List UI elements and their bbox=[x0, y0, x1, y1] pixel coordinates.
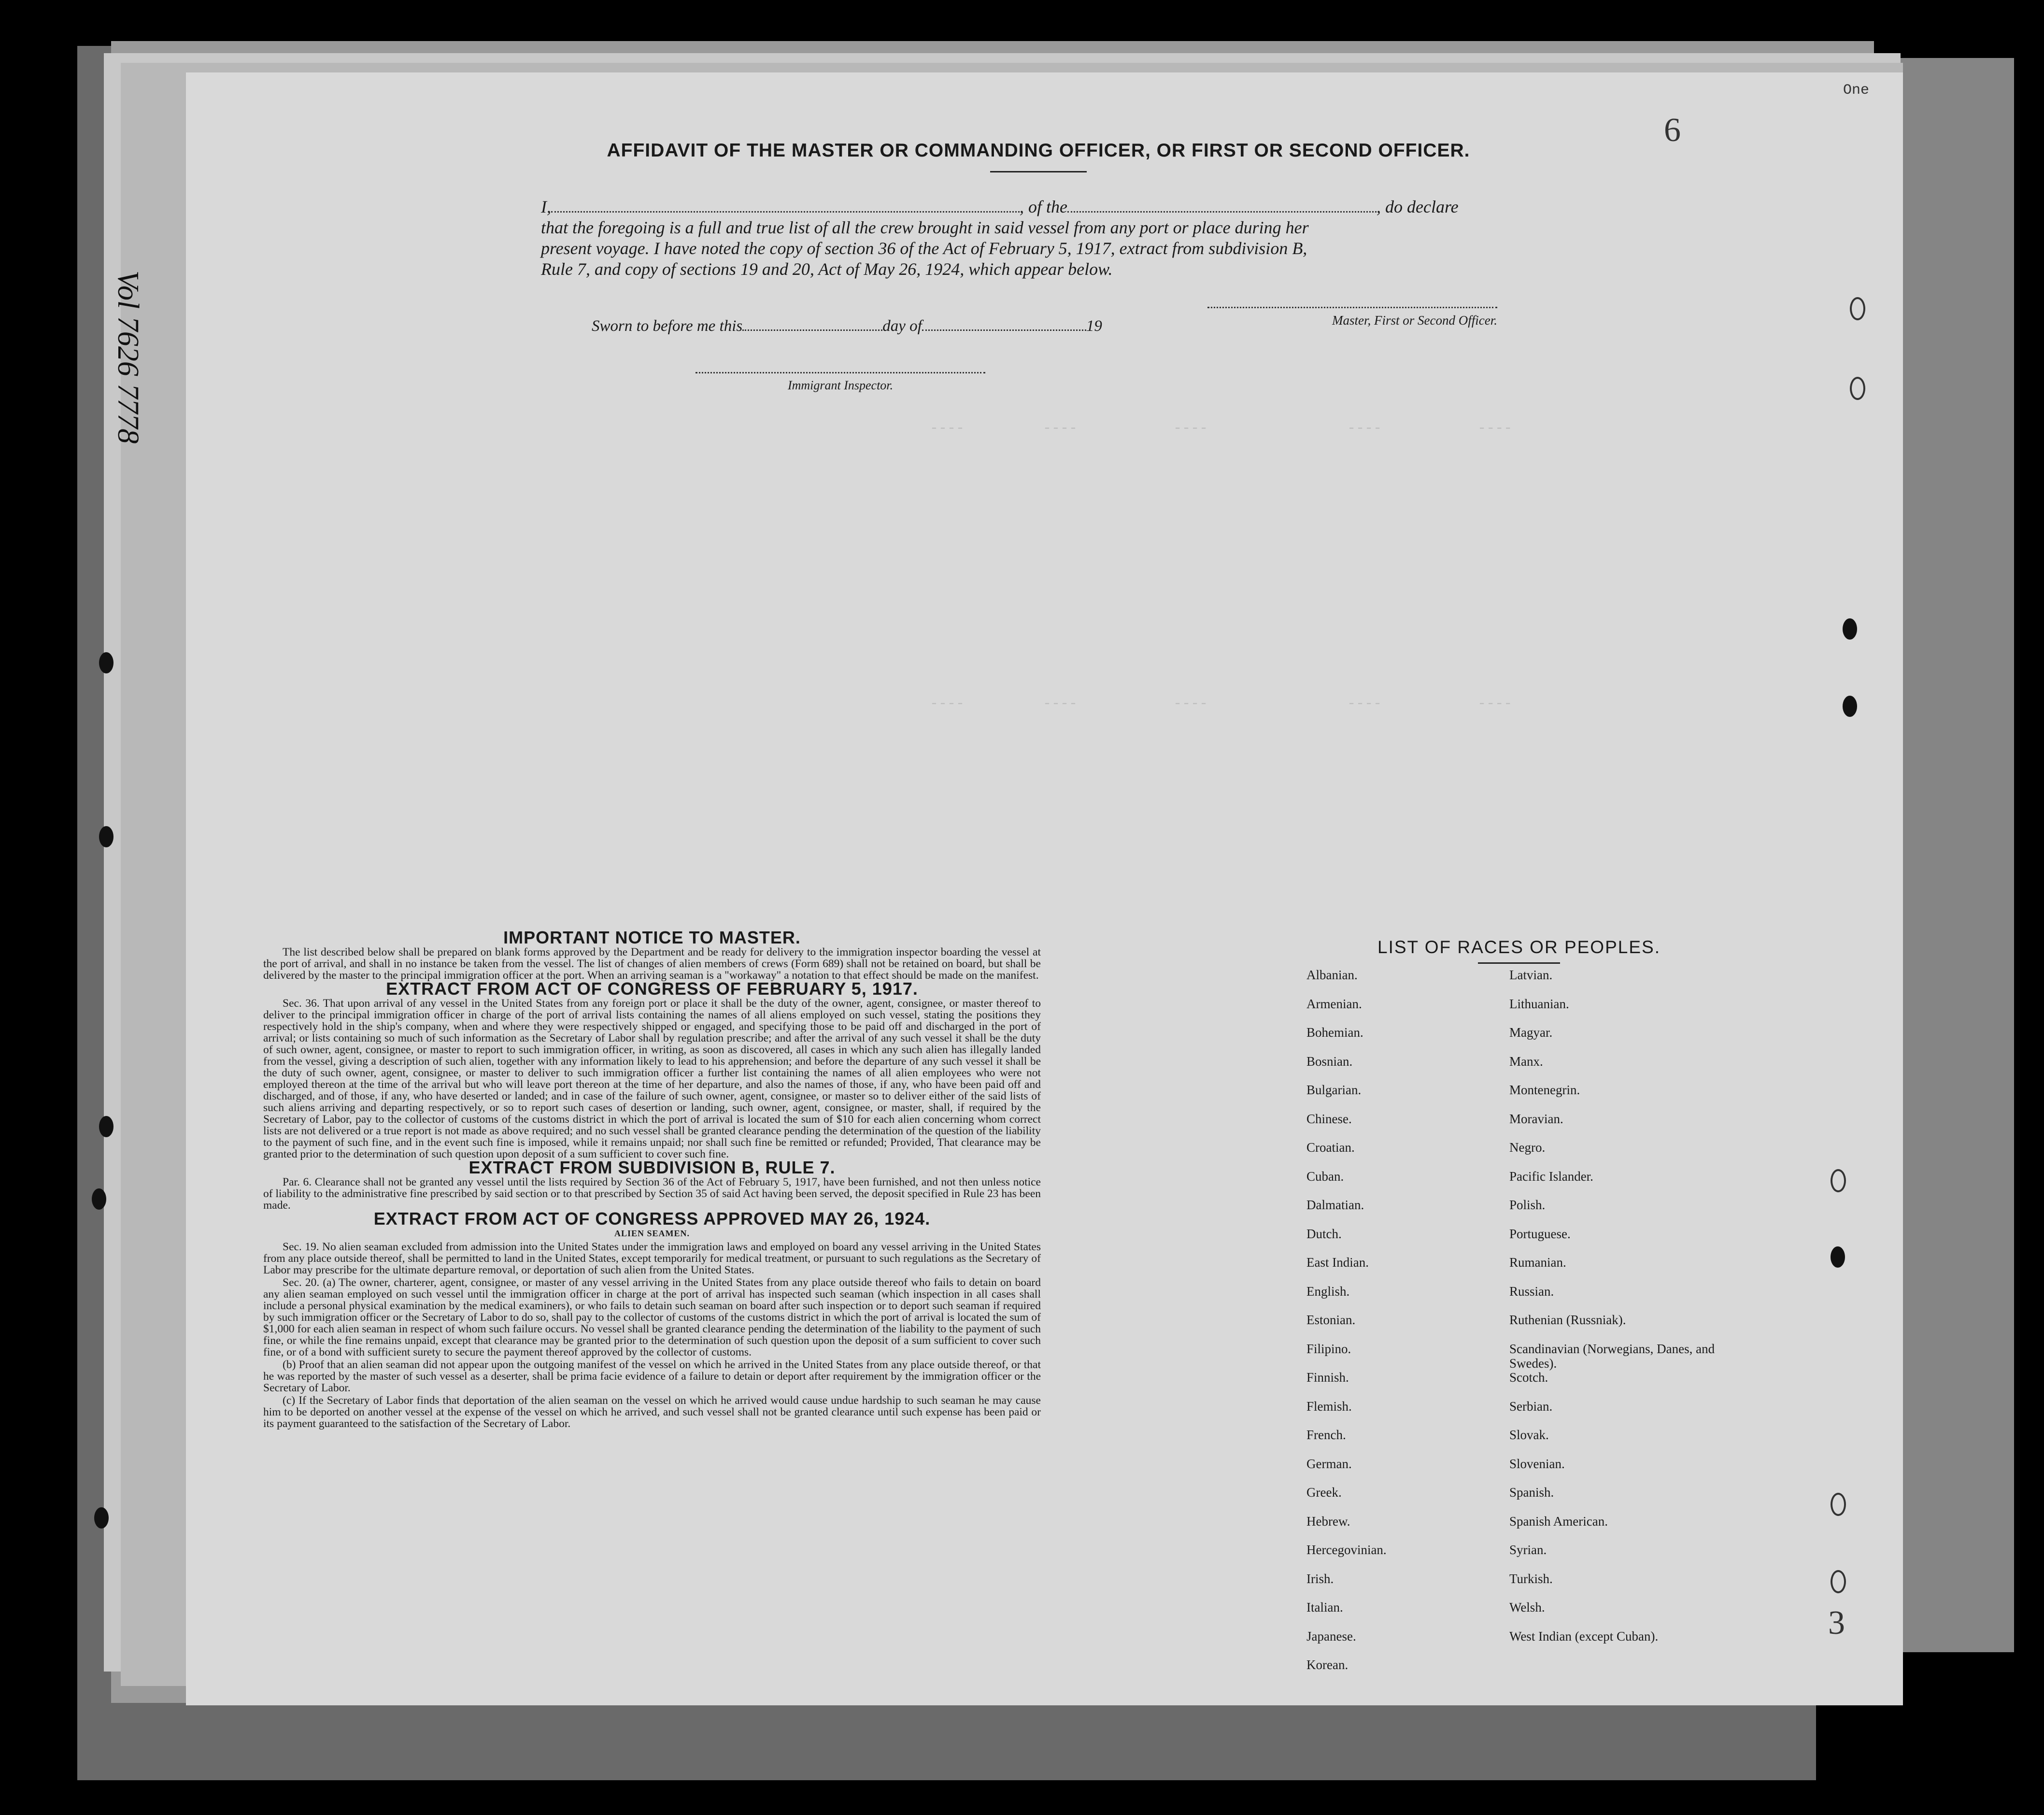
punch-hole bbox=[1843, 696, 1857, 717]
section-20c-text: (c) If the Secretary of Labor finds that deportation of the alien seaman on the vessel on which he arrived would cause undue hardship to such seaman he may cause him to be deported on another vessel at the expense of the vessel on which he arrived, and such vessel shall not be granted clearance until such expense has been paid or its payment guaranteed to the satisfaction of the Secretary of Labor. bbox=[263, 1394, 1041, 1430]
page-corner-number: One bbox=[1843, 82, 1869, 99]
rule7-text: Par. 6. Clearance shall not be granted any vessel until the lists required by Section 36 of the Act of February 5, 1917, have been furnished, and not then unless notice of liability to the administrative fine prescribed by said section or to that prescribed by Section 35 of said Act having been served, the deposit specified in Rule 23 has been made. bbox=[263, 1176, 1041, 1212]
race-item: Dalmatian. bbox=[1306, 1198, 1364, 1212]
blank-month bbox=[922, 316, 1086, 331]
race-item: French. bbox=[1306, 1428, 1346, 1442]
race-item: Cuban. bbox=[1306, 1169, 1344, 1184]
punch-hole bbox=[1831, 1493, 1846, 1516]
race-item: Irish. bbox=[1306, 1571, 1334, 1586]
signature-rule bbox=[1207, 307, 1497, 308]
section-19-text: Sec. 19. No alien seaman excluded from admission into the United States under the immigration laws and employed on board any vessel arriving in the United States from any place outside thereof, shall be permitted to land in the United States, except temporarily for medical treatment, or pursuant to such regulations as the Secretary of Labor may prescribe for the ultimate departure removal, or deportation of such alien from the United States. bbox=[263, 1241, 1041, 1276]
race-item: Slovenian. bbox=[1509, 1456, 1565, 1471]
race-item: Magyar. bbox=[1509, 1025, 1553, 1040]
notice-heading: IMPORTANT NOTICE TO MASTER. bbox=[503, 928, 801, 947]
punch-hole bbox=[1843, 618, 1857, 640]
punch-hole bbox=[1831, 1570, 1846, 1593]
alien-seamen-subheading: ALIEN SEAMEN. bbox=[614, 1229, 690, 1238]
affidavit-line-1 bbox=[541, 197, 1536, 217]
race-item: Dutch. bbox=[1306, 1226, 1342, 1241]
bleed-through: ---- ---- ---- ---- ---- bbox=[930, 696, 1513, 712]
handwritten-number-bottom: 3 bbox=[1828, 1604, 1845, 1642]
race-item: Hebrew. bbox=[1306, 1514, 1350, 1529]
race-item: Greek. bbox=[1306, 1485, 1342, 1500]
affidavit-i: I, bbox=[541, 197, 551, 216]
race-item: Portuguese. bbox=[1509, 1226, 1571, 1241]
race-item: Croatian. bbox=[1306, 1140, 1355, 1155]
race-item: Albanian. bbox=[1306, 968, 1358, 982]
race-item: Slovak. bbox=[1509, 1428, 1549, 1442]
race-item: Syrian. bbox=[1509, 1543, 1547, 1557]
race-item: Russian. bbox=[1509, 1284, 1554, 1299]
affidavit-section bbox=[541, 140, 1536, 392]
race-item: Polish. bbox=[1509, 1198, 1546, 1212]
race-item: Rumanian. bbox=[1509, 1255, 1566, 1270]
extract-heading-1924: EXTRACT FROM ACT OF CONGRESS APPROVED MAY 26, 1924. bbox=[373, 1209, 931, 1229]
punch-hole bbox=[99, 826, 114, 847]
race-item: Flemish. bbox=[1306, 1399, 1352, 1414]
extract-heading-rule7: EXTRACT FROM SUBDIVISION B, RULE 7. bbox=[468, 1158, 836, 1177]
races-column-right bbox=[1509, 968, 1736, 1658]
divider bbox=[1478, 962, 1560, 964]
race-item: German. bbox=[1306, 1456, 1352, 1471]
handwritten-number-top: 6 bbox=[1664, 112, 1681, 149]
inspector-rule bbox=[696, 372, 985, 373]
affidavit-of-the: , of the bbox=[1020, 197, 1067, 216]
race-item: Bohemian. bbox=[1306, 1025, 1363, 1040]
blank-name bbox=[551, 198, 1020, 213]
race-item: Estonian. bbox=[1306, 1313, 1356, 1327]
notice-section bbox=[263, 930, 1041, 1430]
divider bbox=[990, 171, 1087, 172]
bleed-through: ---- ---- ---- ---- ---- bbox=[930, 420, 1513, 437]
race-item: Hercegovinian. bbox=[1306, 1543, 1387, 1557]
extract-heading-1917: EXTRACT FROM ACT OF CONGRESS OF FEBRUARY 5, 1917. bbox=[386, 979, 918, 999]
race-item: Scandinavian (Norwegians, Danes, and Swedes). bbox=[1509, 1341, 1715, 1371]
race-item: Montenegrin. bbox=[1509, 1083, 1580, 1097]
section-20b-text: (b) Proof that an alien seaman did not appear upon the outgoing manifest of the vessel on which he arrived in the United States from any place outside thereof, or that he was reported by the master of such vessel as a deserter, shall be prima facie evidence of a failure to detain or deport after requirement by the immigration officer or the Secretary of Labor. bbox=[263, 1358, 1041, 1394]
punch-hole bbox=[1850, 297, 1865, 320]
race-item: Lithuanian. bbox=[1509, 996, 1569, 1011]
blank-vessel bbox=[1067, 198, 1377, 213]
races-list bbox=[1302, 937, 1736, 1716]
race-item: West Indian (except Cuban). bbox=[1509, 1629, 1659, 1644]
punch-hole bbox=[1850, 377, 1865, 400]
notice-paragraph: The list described below shall be prepared on blank forms approved by the Department and be ready for delivery to the immigration inspector boarding the vessel at the port of arrival, and shall in no instance be taken from the vessel. The list of changes of alien members of crews (Form 689) shall not be retained on board, but shall be delivered by the master to the principal immigration officer at the port. When an arriving seaman is a "workaway" a notation to that effect should be made on the manifest. bbox=[263, 946, 1041, 982]
race-item: Finnish. bbox=[1306, 1370, 1349, 1385]
affidavit-line-4: Rule 7, and copy of sections 19 and 20, Act of May 26, 1924, which appear below. bbox=[541, 259, 1113, 279]
punch-hole bbox=[99, 1116, 114, 1137]
punch-hole bbox=[1831, 1169, 1846, 1192]
sworn-year: 19 bbox=[1086, 317, 1102, 335]
punch-hole bbox=[1831, 1246, 1845, 1268]
punch-hole bbox=[94, 1507, 109, 1529]
race-item: Latvian. bbox=[1509, 968, 1553, 982]
blank-day bbox=[742, 316, 882, 331]
race-item: East Indian. bbox=[1306, 1255, 1369, 1270]
race-item: Ruthenian (Russniak). bbox=[1509, 1313, 1626, 1327]
race-item: Manx. bbox=[1509, 1054, 1543, 1069]
race-item: Spanish American. bbox=[1509, 1514, 1608, 1529]
race-item: Bosnian. bbox=[1306, 1054, 1353, 1069]
race-item: Turkish. bbox=[1509, 1571, 1553, 1586]
race-item: English. bbox=[1306, 1284, 1350, 1299]
race-item: Pacific Islander. bbox=[1509, 1169, 1593, 1184]
punch-hole bbox=[99, 652, 114, 673]
affidavit-declare: , do declare bbox=[1376, 197, 1459, 216]
race-item: Welsh. bbox=[1509, 1600, 1545, 1615]
race-item: Bulgarian. bbox=[1306, 1083, 1362, 1097]
race-item: Filipino. bbox=[1306, 1341, 1351, 1356]
section-20a-text: Sec. 20. (a) The owner, charterer, agent, consignee, or master of any vessel arriving in the United States from any place outside thereof who fails to detain on board any alien seaman employed on such vessel until the immigration officer in charge at the port of arrival has inspected such seaman (which inspection in all cases shall include a personal physical examination by the medical examiners), or who fails to detain such seaman on board after such inspection or to deport such seaman if required by such immigration officer or the Secretary of Labor to do so, shall pay to the collector of customs of the customs district in which the port of arrival is located the sum of $1,000 for each alien seaman in respect of whom such failure occurs. No vessel shall be granted clearance pending the determination of the liability to the payment of such fine, or while the fine remains unpaid, except that clearance may be granted prior to the determination of such question upon the deposit of a sum sufficient to cover such fine, or of a bond with sufficient surety to secure the payment thereof approved by the collector of customs. bbox=[263, 1276, 1041, 1358]
signature-block bbox=[1207, 307, 1497, 328]
race-item: Scotch. bbox=[1509, 1370, 1548, 1385]
affidavit-line-2: that the foregoing is a full and true list of all the crew brought in said vessel from any port or place during her bbox=[541, 218, 1309, 237]
race-item: Korean. bbox=[1306, 1658, 1348, 1672]
races-title: LIST OF RACES OR PEOPLES. bbox=[1377, 937, 1661, 957]
race-item: Serbian. bbox=[1509, 1399, 1553, 1414]
affidavit-line-3: present voyage. I have noted the copy of section 36 of the Act of February 5, 1917, extract from subdivision B, bbox=[541, 239, 1307, 258]
handwritten-volume-note: Vol 7626 7778 bbox=[112, 271, 144, 444]
sworn-text: Sworn to before me this bbox=[592, 317, 743, 335]
race-item: Italian. bbox=[1306, 1600, 1343, 1615]
race-item: Negro. bbox=[1509, 1140, 1546, 1155]
signature-label: Master, First or Second Officer. bbox=[1332, 313, 1497, 328]
race-item: Japanese. bbox=[1306, 1629, 1356, 1644]
race-item: Armenian. bbox=[1306, 996, 1362, 1011]
affidavit-title: AFFIDAVIT OF THE MASTER OR COMMANDING OFFICER, OR FIRST OR SECOND OFFICER. bbox=[607, 140, 1470, 161]
race-item: Chinese. bbox=[1306, 1111, 1352, 1126]
sworn-day-of: day of bbox=[882, 317, 922, 335]
section-36-text: Sec. 36. That upon arrival of any vessel in the United States from any foreign port or place it shall be the duty of the owner, agent, consignee, or master thereof to deliver to the principal immigration officer in charge of the port of arrival lists containing the names of all aliens employed on such vessel, stating the positions they respectively hold in the ship's company, when and where they were respectively shipped or engaged, and specifying those to be paid off and discharged in the port of arrival; or lists containing so much of such information as the Secretary of Labor shall by regulation prescribe; and after the arrival of any such vessel it shall be the duty of such owner, agent, consignee, or master to report to such immigration officer, in writing, as soon as discovered, all cases in which any such alien has illegally landed from the vessel, giving a description of such alien, together with any information likely to lead to his apprehension; and before the departure of any such vessel it shall be the duty of such owner, agent, consignee, or master to deliver to such immigration officer a further list containing the names of all alien employees who were not employed thereon at the time of the arrival but who will leave port thereon at the time of her departure, and also the names of those, if any, who have been paid off and discharged, and of those, if any, who have deserted or landed; and in case of the failure of such owner, agent, consignee, or master so to deliver either of the said lists of such aliens arriving and departing respectively, or so to report such cases of desertion or landing, such owner, agent, consignee, or master, shall, if required by the Secretary of Labor, pay to the collector of customs of the customs district in which the port of arrival is located the sum of $10 for each alien concerning whom correct lists are not delivered or a true report is not made as above required; and no such vessel shall be granted clearance pending the determination of the question of the liability to the payment of such fine, and in the event such fine is imposed, while it remains unpaid; nor shall such fine be remitted or refunded; Provided, That clearance may be granted prior to the determination of such question upon deposit of a sum sufficient to cover such fine. bbox=[263, 997, 1041, 1160]
races-column-left bbox=[1306, 968, 1387, 1686]
inspector-label: Immigrant Inspector. bbox=[787, 378, 894, 392]
race-item: Spanish. bbox=[1509, 1485, 1554, 1500]
main-page bbox=[186, 72, 1903, 1705]
race-item: Moravian. bbox=[1509, 1111, 1563, 1126]
punch-hole bbox=[92, 1188, 106, 1210]
inspector-block bbox=[696, 372, 985, 393]
